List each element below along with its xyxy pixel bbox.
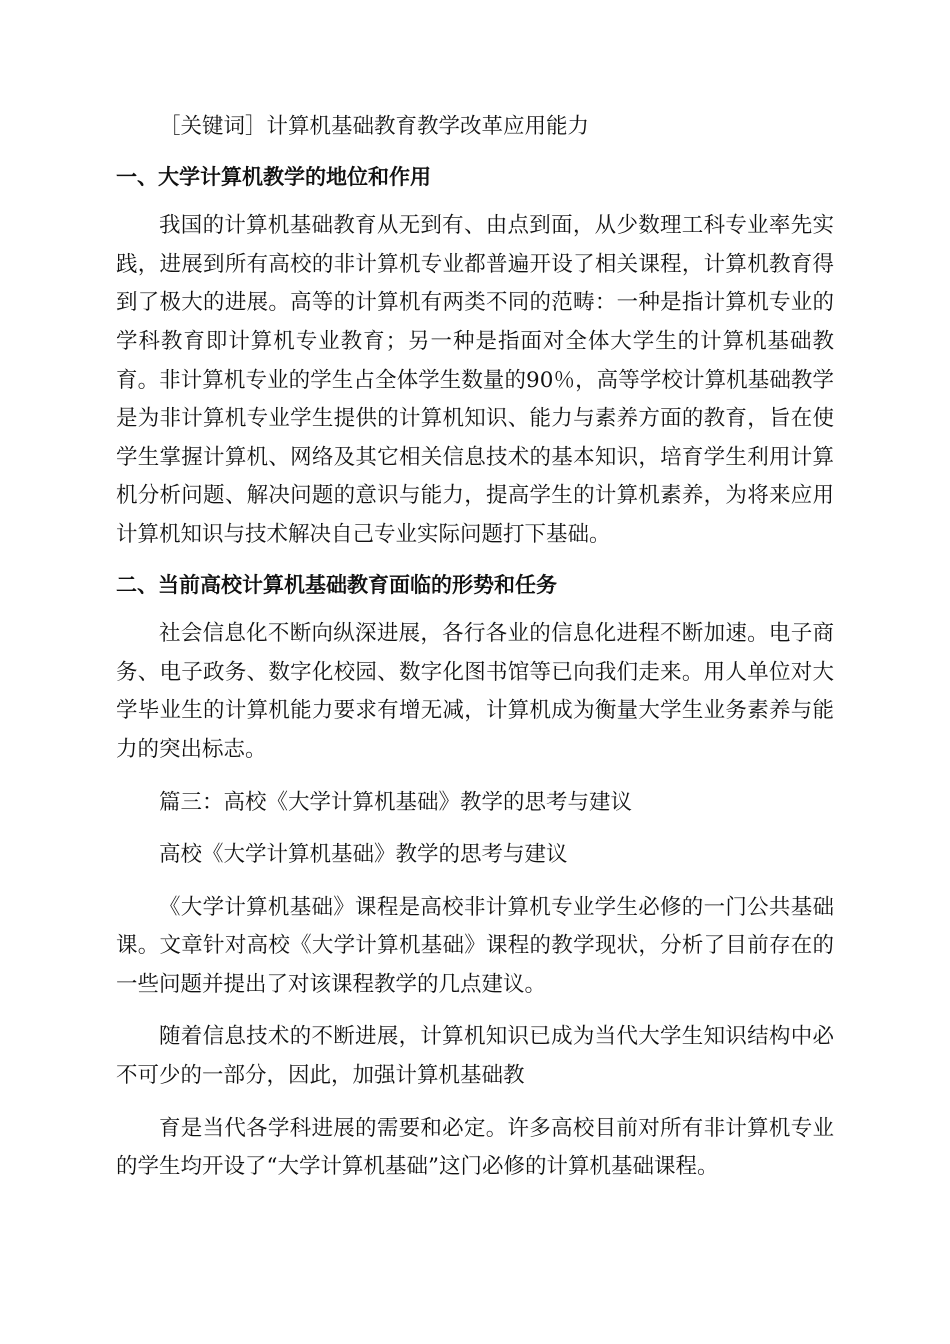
document-page [116,108,834,1187]
section-1-paragraph: 我国的计算机基础教育从无到有、由点到面，从少数理工科专业率先实践，进展到所有高校的非计算机专业都普遍开设了相关课程，计算机教育得到了极大的进展。高等的计算机有两类不同的范畴：一种是指计算机专业的学科教育即计算机专业教育；另一种是指面对全体大学生的计算机基础教育。非计算机专业的学生占全体学生数量的90％，高等学校计算机基础教学是为非计算机专业学生提供的计算机知识、能力与素养方面的教育，旨在使学生掌握计算机、网络及其它相关信息技术的基本知识，培育学生利用计算机分析问题、解决问题的意识与能力，提高学生的计算机素养，为将来应用计算机知识与技术解决自己专业实际问题打下基础。 [116,213,834,547]
section-1-heading: 一、大学计算机教学的地位和作用 [116,164,431,189]
section-2-paragraph: 社会信息化不断向纵深进展，各行各业的信息化进程不断加速。电子商务、电子政务、数字化校园、数字化图书馆等已向我们走来。用人单位对大学毕业生的计算机能力要求有增无减，计算机成为衡量大学生业务素养与能力的突出标志。 [116,621,834,762]
article-3-label: 篇三：高校《大学计算机基础》教学的思考与建议 [159,789,633,815]
article-3-paragraph-1: 随着信息技术的不断进展，计算机知识已成为当代大学生知识结构中必不可少的一部分，因此，加强计算机基础教 [116,1024,834,1089]
section-2-heading: 二、当前高校计算机基础教育面临的形势和任务 [116,572,557,597]
article-3-abstract: 《大学计算机基础》课程是高校非计算机专业学生必修的一门公共基础课。文章针对高校《大学计算机基础》课程的教学现状，分析了目前存在的一些问题并提出了对该课程教学的几点建议。 [116,894,834,997]
article-3-paragraph-2: 育是当代各学科进展的需要和必定。许多高校目前对所有非计算机专业的学生均开设了“大学计算机基础”这门必修的计算机基础课程。 [116,1115,834,1180]
article-3-title: 高校《大学计算机基础》教学的思考与建议 [159,842,568,868]
keywords-line: ［关键词］计算机基础教育教学改革应用能力 [159,114,590,139]
